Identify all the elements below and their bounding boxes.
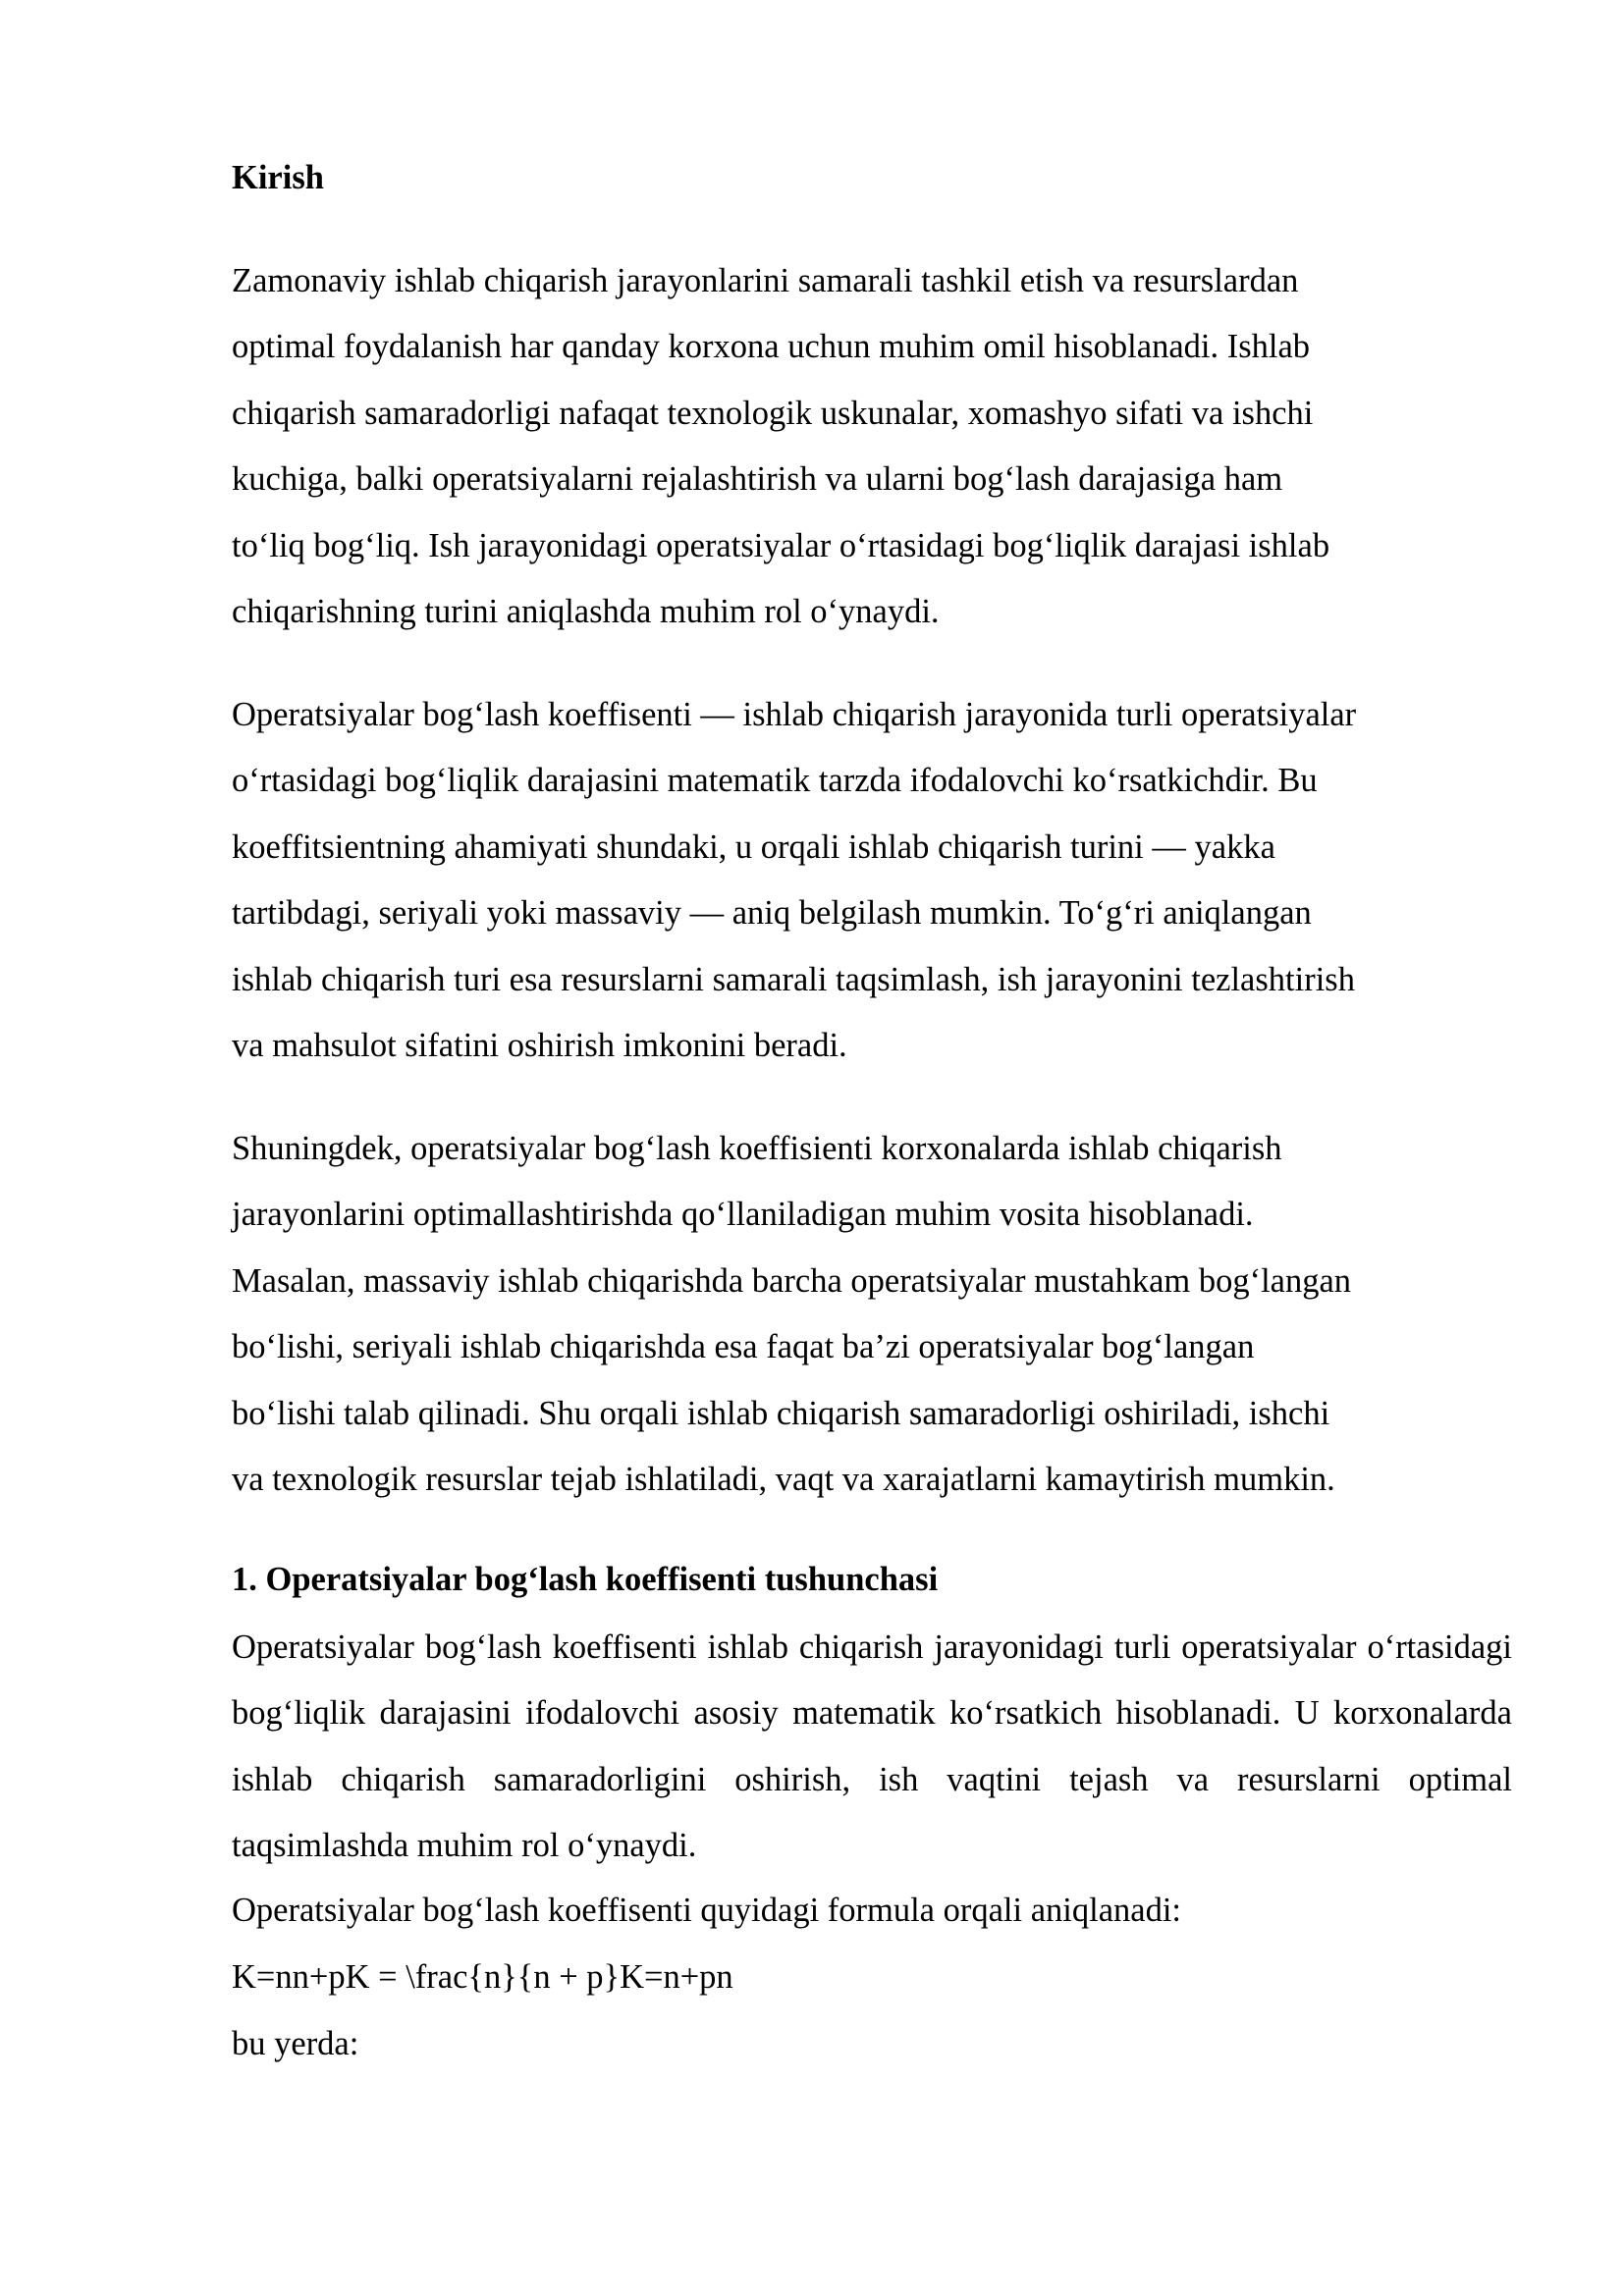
paragraph-line: Operatsiyalar bog‘lash koeffisenti — ishlab chiqarish jarayonida turli operatsiyalar [232,696,1357,733]
paragraph-line: chiqarishning turini aniqlashda muhim rol o‘ynaydi. [232,593,940,631]
paragraph-line: tartibdagi, seriyali yoki massaviy — aniq belgilash mumkin. To‘g‘ri aniqlangan [232,894,1312,933]
paragraph-line: koeffitsientning ahamiyati shundaki, u orqali ishlab chiqarish turini — yakka [232,828,1275,866]
paragraph-line: optimal foydalanish har qanday korxona uchun muhim omil hisoblanadi. Ishlab [232,328,1311,366]
intro-paragraph-1 [232,248,1512,645]
paragraph-line: to‘liq bog‘liq. Ish jarayonidagi operatsiyalar o‘rtasidagi bog‘liqlik darajasi ishlab [232,526,1330,564]
formula-text: K=nn+pK = \frac{n}{n + p}K=n+pn [232,1958,733,1996]
where-label-text: bu yerda: [232,2025,359,2062]
intro-heading-text: Kirish [232,159,324,196]
paragraph-line: bo‘lishi, seriyali ishlab chiqarishda esa faqat ba’zi operatsiyalar bog‘langan [232,1328,1255,1366]
intro-paragraph-3 [232,1116,1512,1513]
paragraph-line: chiqarish samaradorligi nafaqat texnologik uskunalar, xomashyo sifati va ishchi [232,394,1314,432]
intro-heading [232,145,1512,211]
paragraph-line: bo‘lishi talab qilinadi. Shu orqali ishlab chiqarish samaradorligi oshiriladi, ishchi [232,1394,1330,1432]
paragraph-line: va mahsulot sifatini oshirish imkonini beradi. [232,1027,847,1065]
formula [232,1945,1512,2010]
paragraph-line: Shuningdek, operatsiyalar bog‘lash koeffisienti korxonalarda ishlab chiqarish [232,1130,1282,1167]
section-1-heading-text: 1. Operatsiyalar bog‘lash koeffisenti tushunchasi [232,1561,939,1598]
paragraph-line: Zamonaviy ishlab chiqarish jarayonlarini samarali tashkil etish va resurslardan [232,262,1299,299]
where-label [232,2011,1512,2077]
paragraph-line: va texnologik resurslar tejab ishlatiladi, vaqt va xarajatlarni kamaytirish mumkin. [232,1461,1335,1499]
section-1-paragraph: Operatsiyalar bog‘lash koeffisenti ishlab chiqarish jarayonidagi turli operatsiyalar o‘rtasidagi bog‘liqlik darajasini ifodalovchi asosiy matematik ko‘rsatkich hisoblanadi. U korxonalarda ishlab chiqarish samaradorligini oshirish, ish vaqtini tejash va resurslarni optimal taqsimlashda muhim rol o‘ynaydi. [232,1629,1512,1865]
paragraph-line: kuchiga, balki operatsiyalarni rejalashtirish va ularni bog‘lash darajasiga ham [232,460,1283,499]
paragraph-line: ishlab chiqarish turi esa resurslarni samarali taqsimlash, ish jarayonini tezlashtirish [232,960,1355,998]
formula-intro-text: Operatsiyalar bog‘lash koeffisenti quyidagi formula orqali aniqlanadi: [232,1892,1181,1929]
section-1-heading [232,1547,1512,1613]
paragraph-line: jarayonlarini optimallashtirishda qo‘llaniladigan muhim vosita hisoblanadi. [232,1196,1254,1234]
paragraph-line: o‘rtasidagi bog‘liqlik darajasini matematik tarzda ifodalovchi ko‘rsatkichdir. Bu [232,762,1318,800]
formula-intro [232,1878,1512,1944]
paragraph-line: Masalan, massaviy ishlab chiqarishda barcha operatsiyalar mustahkam bog‘langan [232,1261,1352,1300]
intro-paragraph-2 [232,682,1512,1079]
